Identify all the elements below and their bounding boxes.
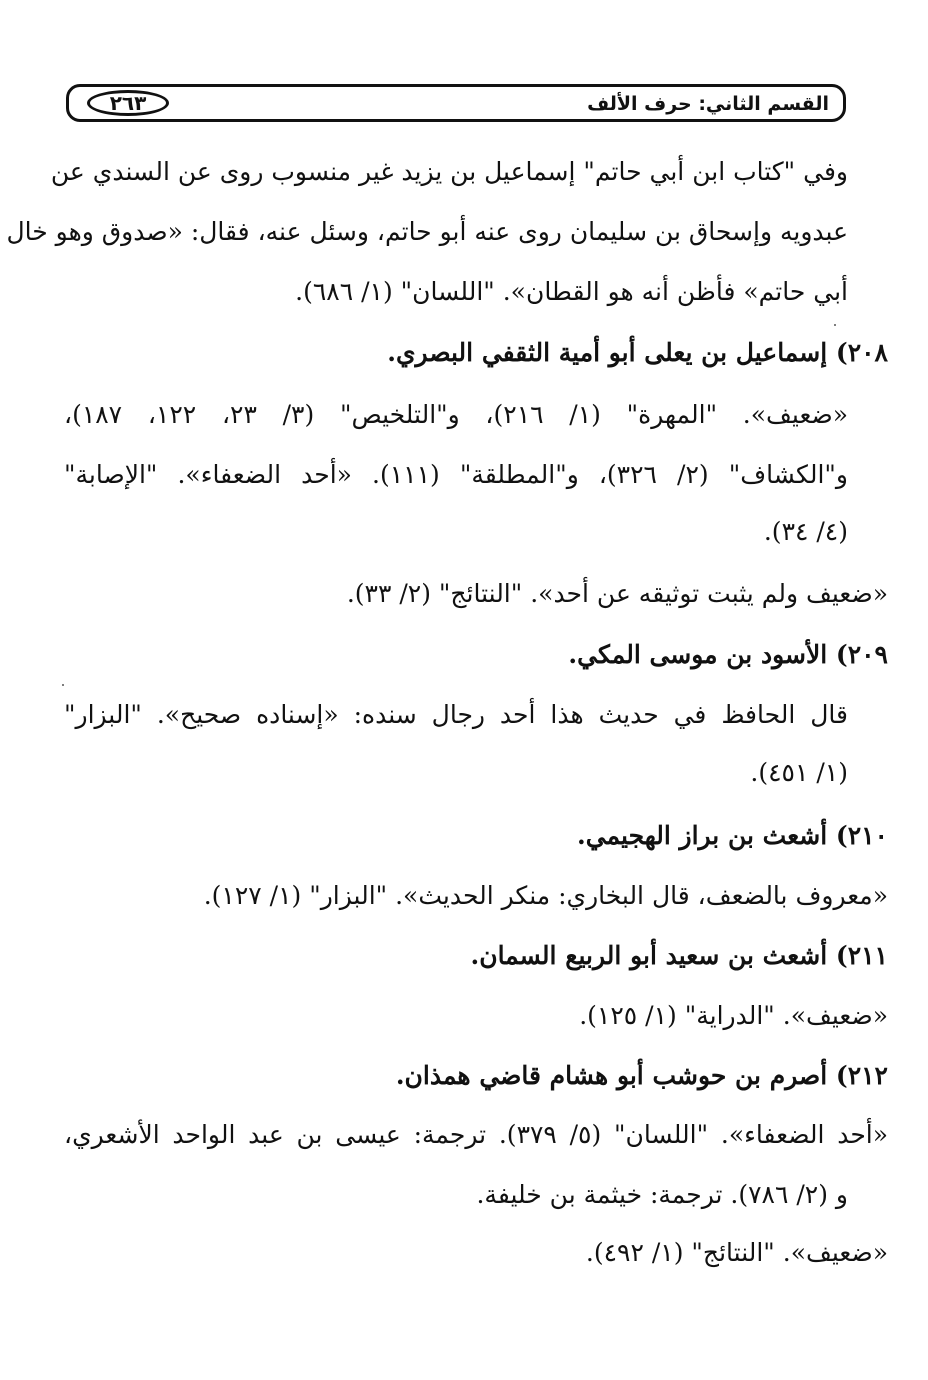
body-line: «أحد الضعفاء». "اللسان" (٥/ ٣٧٩). ترجمة: عيسى بن عبد الواحد الأشعري، [64,1120,889,1149]
body-line: «معروف بالضعف، قال البخاري: منكر الحديث». "البزار" (١/ ١٢٧). [203,881,888,910]
body-line: قال الحافظ في حديث هذا أحد رجال سنده: «إسناده صحيح». "البزار" [64,700,848,729]
entry-heading: ٢١١) أشعث بن سعيد أبو الربيع السمان. [470,941,888,970]
body-line: «ضعيف». "النتائج" (١/ ٤٩٢). [585,1238,888,1267]
body-line: وفي "كتاب ابن أبي حاتم" إسماعيل بن يزيد غير منسوب روى عن السندي عن [50,157,848,186]
body-line: أبي حاتم» فأظن أنه هو القطان». "اللسان" (١/ ٦٨٦). [295,277,848,306]
entry-heading: ٢٠٨) إسماعيل بن يعلى أبو أمية الثقفي البصري. [387,338,888,367]
body-line: «ضعيف ولم يثبت توثيقه عن أحد». "النتائج" (٢/ ٣٣). [346,579,888,608]
body-line: «ضعيف». "الدراية" (١/ ١٢٥). [579,1001,888,1030]
body-line: (٤/ ٣٤). [763,517,848,546]
page-number: ٢٦٣ [87,90,169,116]
section-title: القسم الثاني: حرف الألف [587,93,829,115]
scan-speck [834,324,836,326]
entry-heading: ٢١٢) أصرم بن حوشب أبو هشام قاضي همذان. [395,1061,888,1090]
body-line: عبدويه وإسحاق بن سليمان روى عنه أبو حاتم، وسئل عنه، فقال: «صدوق وهو خال [6,217,848,246]
entry-heading: ٢١٠) أشعث بن براز الهجيمي. [577,821,888,850]
scan-speck [62,684,64,686]
entry-heading: ٢٠٩) الأسود بن موسى المكي. [568,640,888,669]
running-header [66,84,846,122]
body-line: «ضعيف». "المهرة" (١/ ٢١٦)، و"التلخيص" (٣/ ٢٣، ١٢٢، ١٨٧)، [64,400,849,429]
body-line: و (٢/ ٧٨٦). ترجمة: خيثمة بن خليفة. [476,1180,848,1209]
body-line: و"الكشاف" (٢/ ٣٢٦)، و"المطلقة" (١١١). «أحد الضعفاء». "الإصابة" [64,460,848,489]
body-line: (١/ ٤٥١). [750,758,848,787]
